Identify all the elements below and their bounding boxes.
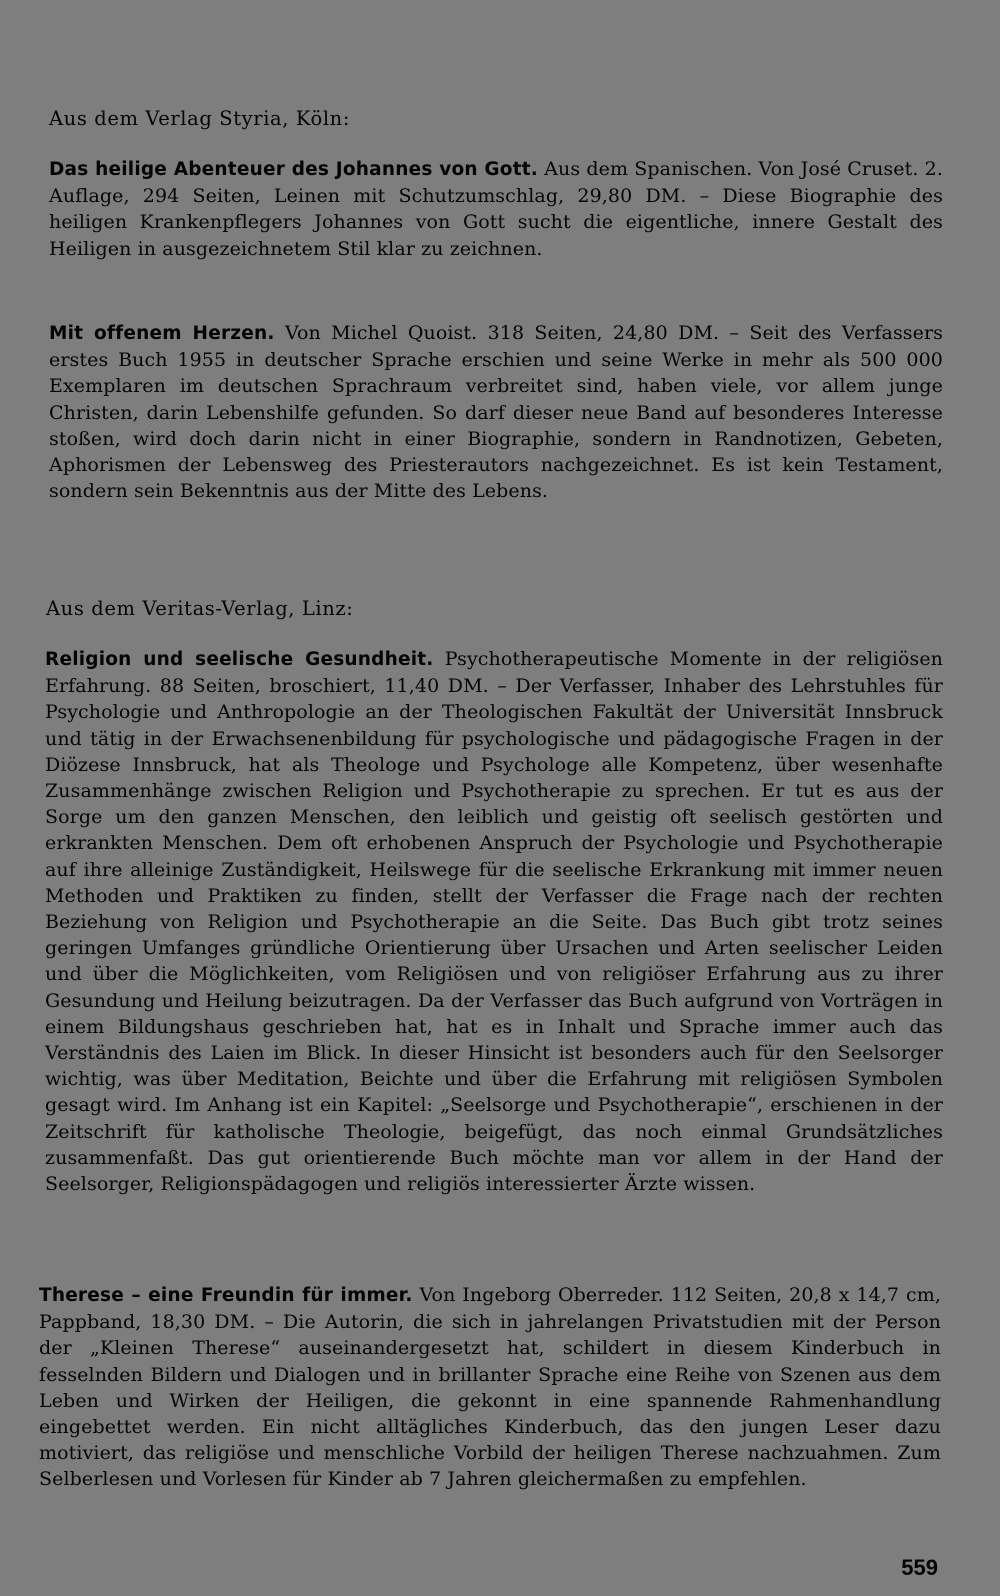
book-description: Aus dem Spanischen. Von José Cruset. 2. Auflage, 294 Seiten, Leinen mit Schutzumschlag, 29,80 DM. – Diese Biographie des heiligen Krankenpflegers Johannes von Gott sucht die eigentliche, innere Gestalt des Heiligen in ausgezeichnetem Stil klar zu zeichnen. [49,158,943,260]
book-entry-mit-offenem-herzen [49,320,943,504]
book-entry-johannes-von-gott [49,156,943,262]
page-number: 559 [901,1555,938,1580]
book-entry-therese [39,1282,941,1493]
book-description: Von Ingeborg Oberreder. 112 Seiten, 20,8 x 14,7 cm, Pappband, 18,30 DM. – Die Autorin, die sich in jahrelangen Privatstudien mit der Person der „Kleinen Therese“ auseinandergesetzt hat, schildert in diesem Kinderbuch in fesselnden Bildern und Dialogen und in brillanter Sprache eine Reihe von Szenen aus dem Leben und Wirken der Heiligen, die gekonnt in eine spannende Rahmenhandlung eingebettet werden. Ein nicht alltägliches Kinderbuch, das den jungen Leser dazu motiviert, das religiöse und menschliche Vorbild der heiligen Therese nachzuahmen. Zum Selberlesen und Vorlesen für Kinder ab 7 Jahren gleichermaßen zu empfehlen. [39,1284,941,1491]
book-description: Psychotherapeutische Momente in der religiösen Erfahrung. 88 Seiten, broschiert, 11,40 DM. – Der Verfasser, Inhaber des Lehrstuhles für Psychologie und Anthropologie an der Theologischen Fakultät der Universität Innsbruck und tätig in der Erwachsenenbildung für psychologische und pädagogische Fragen in der Diözese Innsbruck, hat als Theologe und Psychologe alle Kompetenz, über wesenhafte Zusammenhänge zwischen Religion und Psychotherapie zu sprechen. Er tut es aus der Sorge um den ganzen Menschen, den leiblich und geistig oft seelisch gestörten und erkrankten Menschen. Dem oft erhobenen Anspruch der Psychologie und Psychotherapie auf ihre alleinige Zuständigkeit, Heilswege für die seelische Erkrankung mit immer neuen Methoden und Praktiken zu finden, stellt der Verfasser die Frage nach der rechten Beziehung von Religion und Psychotherapie an die Seite. Das Buch gibt trotz seines geringen Umfanges gründliche Orientierung über Ursachen und Arten seelischer Leiden und über die Möglichkeiten, vom Religiösen und von religiöser Erfahrung aus zu ihrer Gesundung und Heilung beizutragen. Da der Verfasser das Buch aufgrund von Vorträgen in einem Bildungshaus geschrieben hat, hat es in Inhalt und Sprache immer auch das Verständnis des Laien im Blick. In dieser Hinsicht ist besonders auch für den Seelsorger wichtig, was über Meditation, Beichte und über die Erfahrung mit religiösen Symbolen gesagt wird. Im Anhang ist ein Kapitel: „Seelsorge und Psychotherapie“, erschienen in der Zeitschrift für katholische Theologie, beigefügt, das noch einmal Grundsätzliches zusammenfaßt. Das gut orientierende Buch möchte man vor allem in der Hand der Seelsorger, Religionspädagogen und religiös interessierter Ärzte wissen. [45,648,944,1196]
book-title: Religion und seelische Gesundheit. [45,649,434,670]
book-entry-religion-und-seelische-gesundheit [45,646,943,1197]
book-description: Von Michel Quoist. 318 Seiten, 24,80 DM. – Seit des Verfassers erstes Buch 1955 in deutscher Sprache erschien und seine Werke in mehr als 500 000 Exemplaren im deutschen Sprachraum verbreitet sind, haben viele, vor allem junge Christen, darin Lebenshilfe gefunden. So darf dieser neue Band auf besonderes Interesse stoßen, wird doch darin nicht in einer Biographie, sondern in Randnotizen, Gebeten, Aphorismen der Lebensweg des Priesterautors nachgezeichnet. Es ist kein Testament, sondern sein Bekenntnis aus der Mitte des Lebens. [49,322,944,503]
book-title: Therese – eine Freundin für immer. [39,1285,413,1306]
publisher-heading-styria: Aus dem Verlag Styria, Köln: [49,107,350,130]
book-title: Mit offenem Herzen. [49,323,275,344]
publisher-heading-veritas: Aus dem Veritas-Verlag, Linz: [46,597,354,620]
book-title: Das heilige Abenteuer des Johannes von Gott. [49,159,539,180]
